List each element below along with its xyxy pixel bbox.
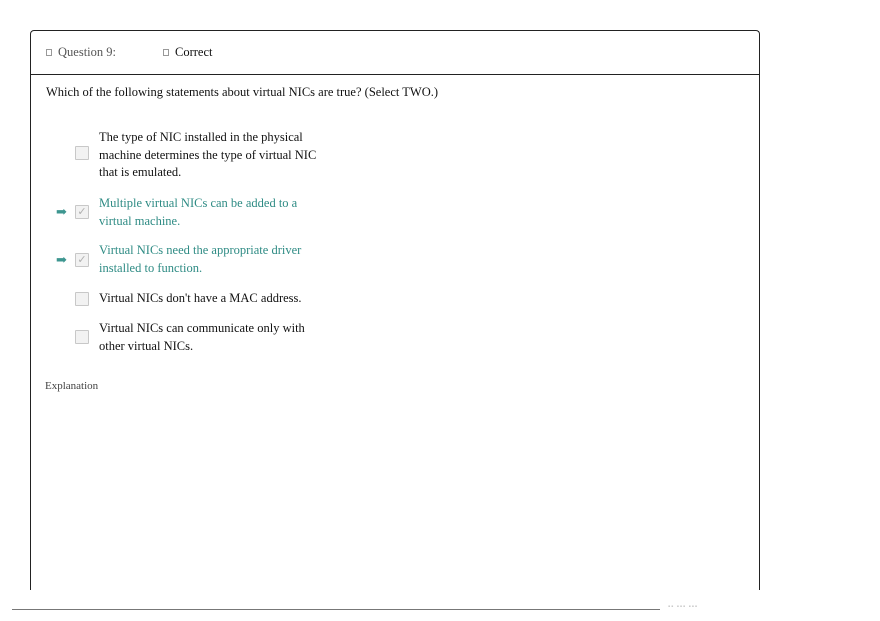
option-checkbox-checked[interactable]: ✓ [75,205,89,219]
status-box-icon [163,49,169,56]
page-footer-rule [12,609,660,610]
question-card [30,30,760,590]
question-header [31,31,759,75]
option-text: Virtual NICs need the appropriate driver installed to function. [99,243,302,275]
option-checkbox[interactable] [75,292,89,306]
option-text: The type of NIC installed in the physical machine determines the type of virtual NIC that is emulated. [99,130,317,179]
answer-option-5[interactable] [31,320,371,356]
faint-footer-marks: ▪▪ ▪▪▪ ▪▪▪ [668,604,699,610]
result-status [163,45,212,60]
question-number-label: Question 9: [58,45,116,59]
option-text: Virtual NICs don't have a MAC address. [99,291,302,305]
option-text: Multiple virtual NICs can be added to a virtual machine. [99,196,298,228]
answer-option-2[interactable] [31,195,371,231]
option-text: Virtual NICs can communicate only with other virtual NICs. [99,321,305,353]
option-checkbox-checked[interactable]: ✓ [75,253,89,267]
question-text: Which of the following statements about virtual NICs are true? (Select TWO.) [46,85,439,99]
result-status-label: Correct [175,45,213,59]
question-number [46,45,116,60]
answer-option-4[interactable] [31,290,371,308]
correct-arrow-icon: ➡ [56,252,67,267]
answer-option-3[interactable] [31,242,371,278]
answer-option-1[interactable] [31,129,371,183]
correct-arrow-icon: ➡ [56,204,67,219]
option-checkbox[interactable] [75,146,89,160]
explanation-heading: Explanation [45,380,99,392]
option-checkbox[interactable] [75,330,89,344]
question-box-icon [46,49,52,56]
